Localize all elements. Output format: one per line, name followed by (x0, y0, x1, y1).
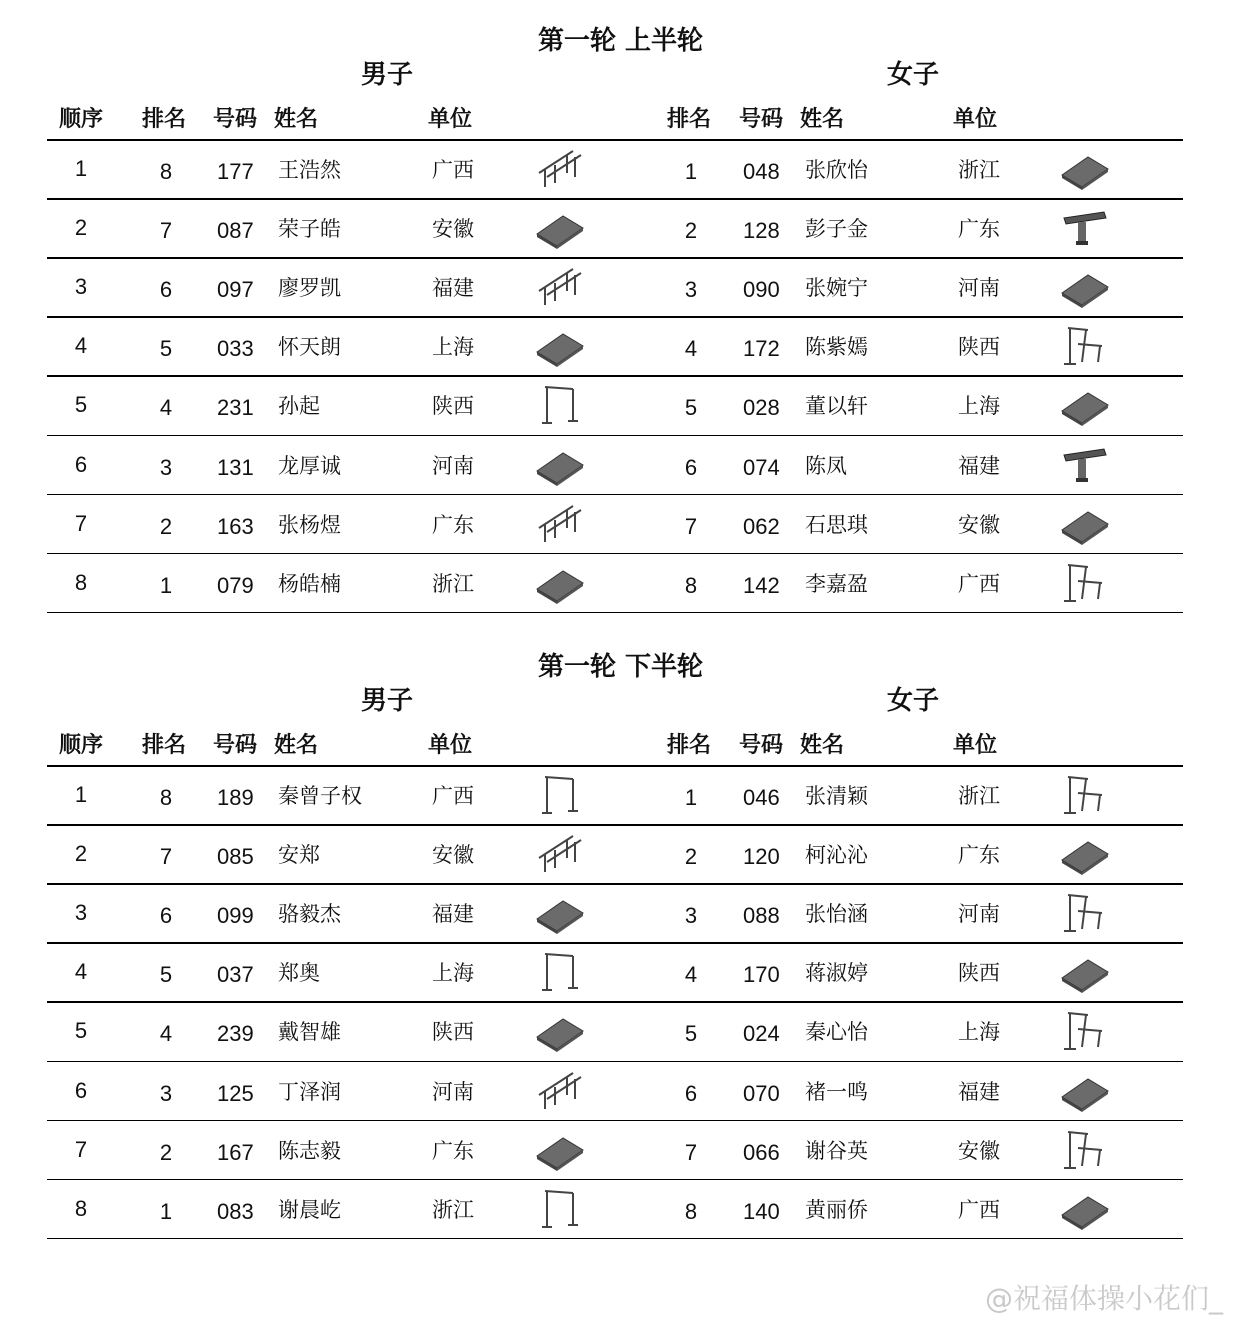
men-label: 男子 (360, 686, 413, 716)
women-number-cell: 172 (743, 336, 780, 362)
floor-icon (533, 324, 587, 368)
floor-icon (533, 443, 587, 487)
men-number-cell: 239 (217, 1021, 254, 1047)
men-number-cell: 099 (217, 903, 254, 929)
men-header: 号码 (213, 107, 258, 132)
men-unit-cell: 广西 (432, 158, 474, 182)
women-unit-cell: 河南 (958, 276, 1000, 301)
row-rule (47, 1179, 1183, 1181)
women-name-cell: 张婉宁 (805, 276, 868, 301)
women-name-cell: 张怡涵 (805, 902, 868, 927)
header-rule (47, 139, 1183, 141)
order-cell: 7 (74, 510, 88, 536)
men-name-cell: 陈志毅 (278, 1138, 341, 1163)
men-name-cell: 骆毅杰 (278, 902, 341, 927)
order-cell: 2 (74, 215, 88, 241)
women-unit-cell: 浙江 (958, 158, 1000, 182)
women-rank-cell: 1 (684, 159, 698, 184)
women-rank-cell: 1 (684, 785, 698, 810)
women-rank-cell: 2 (684, 218, 698, 244)
men-unit-cell: 上海 (432, 335, 474, 360)
men-header: 排名 (142, 733, 187, 758)
men-name-cell: 郑奥 (278, 961, 320, 986)
men-name-cell: 孙起 (278, 394, 320, 419)
row-rule (47, 198, 1183, 200)
men-unit-cell: 安徽 (432, 843, 474, 868)
floor-icon (533, 1009, 587, 1053)
women-header: 单位 (953, 107, 998, 132)
women-unit-cell: 上海 (958, 1020, 1000, 1045)
men-unit-cell: 福建 (432, 902, 474, 927)
uneven-bars-icon (1058, 891, 1112, 935)
men-name-cell: 王浩然 (278, 158, 341, 182)
men-number-cell: 125 (217, 1080, 254, 1106)
women-name-cell: 褚一鸣 (805, 1079, 868, 1104)
women-number-cell: 140 (743, 1198, 780, 1224)
men-number-cell: 037 (217, 962, 254, 988)
row-rule (47, 1061, 1183, 1063)
men-number-cell: 097 (217, 277, 254, 303)
order-cell: 1 (74, 782, 88, 807)
women-header: 姓名 (800, 733, 845, 758)
uneven-bars-icon (1058, 1009, 1112, 1053)
women-number-cell: 170 (743, 962, 780, 988)
row-rule (47, 1120, 1183, 1122)
women-rank-cell: 8 (684, 1198, 698, 1224)
women-number-cell: 128 (743, 218, 780, 244)
men-rank-cell: 1 (159, 572, 173, 598)
order-cell: 8 (74, 1195, 88, 1221)
women-header: 单位 (953, 733, 998, 758)
women-rank-cell: 7 (684, 1139, 698, 1165)
women-unit-cell: 福建 (958, 1079, 1000, 1104)
women-rank-cell: 3 (684, 903, 698, 929)
men-name-cell: 戴智雄 (278, 1020, 341, 1045)
women-number-cell: 048 (743, 159, 780, 184)
men-number-cell: 033 (217, 336, 254, 362)
men-number-cell: 231 (217, 395, 254, 421)
parallel-bars-icon (533, 1069, 587, 1113)
round-title: 第一轮 下半轮 (537, 652, 704, 682)
men-rank-cell: 7 (159, 844, 173, 870)
men-unit-cell: 广西 (432, 784, 474, 808)
men-unit-cell: 上海 (432, 961, 474, 986)
floor-icon (1058, 1069, 1112, 1113)
women-rank-cell: 8 (684, 572, 698, 598)
parallel-bars-icon (533, 147, 587, 191)
horizontal-bar-icon (533, 383, 587, 427)
men-name-cell: 张杨煜 (278, 512, 341, 537)
women-unit-cell: 上海 (958, 394, 1000, 419)
parallel-bars-icon (533, 832, 587, 876)
men-name-cell: 龙厚诚 (278, 453, 341, 478)
men-name-cell: 廖罗凯 (278, 276, 341, 301)
men-header: 号码 (213, 733, 258, 758)
women-rank-cell: 6 (684, 1080, 698, 1106)
men-rank-cell: 2 (159, 513, 173, 539)
women-name-cell: 秦心怡 (805, 1020, 868, 1045)
women-rank-cell: 6 (684, 454, 698, 480)
women-header: 号码 (739, 107, 784, 132)
row-rule (47, 435, 1183, 437)
floor-icon (1058, 147, 1112, 191)
floor-icon (533, 206, 587, 250)
men-name-cell: 安郑 (278, 843, 320, 868)
men-name-cell: 荣子皓 (278, 217, 341, 242)
women-name-cell: 张清颖 (805, 784, 868, 808)
order-cell: 3 (74, 900, 88, 926)
men-name-cell: 杨皓楠 (278, 571, 341, 596)
men-unit-cell: 广东 (432, 512, 474, 537)
row-rule (47, 375, 1183, 377)
women-rank-cell: 4 (684, 336, 698, 362)
women-number-cell: 120 (743, 844, 780, 870)
horizontal-bar-icon (533, 950, 587, 994)
men-name-cell: 秦曾子权 (278, 784, 362, 808)
floor-icon (1058, 832, 1112, 876)
men-number-cell: 163 (217, 513, 254, 539)
men-unit-cell: 陕西 (432, 1020, 474, 1045)
men-unit-cell: 陕西 (432, 394, 474, 419)
women-unit-cell: 福建 (958, 453, 1000, 478)
women-unit-cell: 广西 (958, 571, 1000, 596)
women-header: 姓名 (800, 107, 845, 132)
men-number-cell: 083 (217, 1198, 254, 1224)
women-number-cell: 062 (743, 513, 780, 539)
women-name-cell: 谢谷英 (805, 1138, 868, 1163)
men-rank-cell: 3 (159, 1080, 173, 1106)
women-number-cell: 142 (743, 572, 780, 598)
row-rule (47, 1001, 1183, 1003)
floor-icon (1058, 1187, 1112, 1231)
watermark: @祝福体操小花们_ (984, 1282, 1223, 1315)
floor-icon (1058, 502, 1112, 546)
women-number-cell: 074 (743, 454, 780, 480)
row-rule (47, 494, 1183, 496)
row-rule (47, 824, 1183, 826)
women-unit-cell: 安徽 (958, 1138, 1000, 1163)
women-number-cell: 024 (743, 1021, 780, 1047)
women-name-cell: 陈凤 (805, 453, 847, 478)
men-number-cell: 079 (217, 572, 254, 598)
women-number-cell: 070 (743, 1080, 780, 1106)
order-cell: 3 (74, 274, 88, 300)
women-header: 排名 (667, 733, 712, 758)
men-name-cell: 丁泽润 (278, 1079, 341, 1104)
men-rank-cell: 6 (159, 903, 173, 929)
women-header: 号码 (739, 733, 784, 758)
men-number-cell: 189 (217, 785, 254, 810)
order-cell: 4 (74, 333, 88, 359)
row-rule (47, 942, 1183, 944)
women-label: 女子 (886, 60, 939, 90)
men-number-cell: 087 (217, 218, 254, 244)
women-unit-cell: 广东 (958, 843, 1000, 868)
women-name-cell: 柯沁沁 (805, 843, 868, 868)
row-rule (47, 883, 1183, 885)
men-rank-cell: 3 (159, 454, 173, 480)
men-number-cell: 177 (217, 159, 254, 184)
women-unit-cell: 浙江 (958, 784, 1000, 808)
row-rule (47, 257, 1183, 259)
women-name-cell: 董以轩 (805, 394, 868, 419)
men-rank-cell: 7 (159, 218, 173, 244)
women-name-cell: 李嘉盈 (805, 571, 868, 596)
women-rank-cell: 5 (684, 1021, 698, 1047)
women-number-cell: 088 (743, 903, 780, 929)
men-rank-cell: 4 (159, 1021, 173, 1047)
men-unit-cell: 浙江 (432, 571, 474, 596)
women-name-cell: 黄丽侨 (805, 1197, 868, 1222)
header-rule (47, 765, 1183, 767)
women-rank-cell: 7 (684, 513, 698, 539)
order-cell: 2 (74, 841, 88, 867)
women-rank-cell: 5 (684, 395, 698, 421)
women-unit-cell: 安徽 (958, 512, 1000, 537)
floor-icon (1058, 950, 1112, 994)
parallel-bars-icon (533, 502, 587, 546)
men-rank-cell: 1 (159, 1198, 173, 1224)
men-unit-cell: 河南 (432, 453, 474, 478)
floor-icon (533, 1128, 587, 1172)
horizontal-bar-icon (533, 1187, 587, 1231)
women-rank-cell: 2 (684, 844, 698, 870)
men-header: 单位 (428, 733, 473, 758)
order-cell: 1 (74, 156, 88, 181)
women-unit-cell: 河南 (958, 902, 1000, 927)
men-header: 顺序 (59, 733, 104, 758)
men-header: 姓名 (274, 733, 319, 758)
men-unit-cell: 广东 (432, 1138, 474, 1163)
row-rule (47, 1238, 1183, 1240)
men-label: 男子 (360, 60, 413, 90)
order-cell: 6 (74, 451, 88, 477)
women-rank-cell: 3 (684, 277, 698, 303)
men-rank-cell: 4 (159, 395, 173, 421)
women-name-cell: 张欣怡 (805, 158, 868, 182)
horizontal-bar-icon (533, 773, 587, 817)
women-unit-cell: 广西 (958, 1197, 1000, 1222)
men-number-cell: 085 (217, 844, 254, 870)
women-unit-cell: 广东 (958, 217, 1000, 242)
women-name-cell: 石思琪 (805, 512, 868, 537)
men-rank-cell: 5 (159, 336, 173, 362)
order-cell: 5 (74, 1018, 88, 1044)
women-unit-cell: 陕西 (958, 335, 1000, 360)
men-unit-cell: 河南 (432, 1079, 474, 1104)
order-cell: 5 (74, 392, 88, 418)
uneven-bars-icon (1058, 773, 1112, 817)
men-number-cell: 167 (217, 1139, 254, 1165)
men-unit-cell: 浙江 (432, 1197, 474, 1222)
floor-icon (1058, 265, 1112, 309)
women-header: 排名 (667, 107, 712, 132)
floor-icon (1058, 383, 1112, 427)
men-rank-cell: 8 (159, 785, 173, 810)
men-rank-cell: 8 (159, 159, 173, 184)
women-number-cell: 046 (743, 785, 780, 810)
men-name-cell: 谢晨屹 (278, 1197, 341, 1222)
parallel-bars-icon (533, 265, 587, 309)
men-unit-cell: 安徽 (432, 217, 474, 242)
row-rule (47, 316, 1183, 318)
women-label: 女子 (886, 686, 939, 716)
row-rule (47, 612, 1183, 614)
women-number-cell: 090 (743, 277, 780, 303)
women-name-cell: 陈紫嫣 (805, 335, 868, 360)
uneven-bars-icon (1058, 561, 1112, 605)
uneven-bars-icon (1058, 324, 1112, 368)
balance-beam-icon (1058, 443, 1112, 487)
men-number-cell: 131 (217, 454, 254, 480)
order-cell: 7 (74, 1136, 88, 1162)
men-rank-cell: 5 (159, 962, 173, 988)
women-rank-cell: 4 (684, 962, 698, 988)
round-title: 第一轮 上半轮 (537, 26, 704, 56)
balance-beam-icon (1058, 206, 1112, 250)
order-cell: 4 (74, 959, 88, 985)
uneven-bars-icon (1058, 1128, 1112, 1172)
women-name-cell: 彭子金 (805, 217, 868, 242)
order-cell: 8 (74, 569, 88, 595)
men-header: 排名 (142, 107, 187, 132)
women-unit-cell: 陕西 (958, 961, 1000, 986)
men-name-cell: 怀天朗 (278, 335, 341, 360)
women-number-cell: 028 (743, 395, 780, 421)
women-number-cell: 066 (743, 1139, 780, 1165)
men-rank-cell: 6 (159, 277, 173, 303)
men-unit-cell: 福建 (432, 276, 474, 301)
floor-icon (533, 891, 587, 935)
men-header: 姓名 (274, 107, 319, 132)
men-rank-cell: 2 (159, 1139, 173, 1165)
row-rule (47, 553, 1183, 555)
floor-icon (533, 561, 587, 605)
men-header: 顺序 (59, 107, 104, 132)
men-header: 单位 (428, 107, 473, 132)
women-name-cell: 蒋淑婷 (805, 961, 868, 986)
order-cell: 6 (74, 1077, 88, 1103)
